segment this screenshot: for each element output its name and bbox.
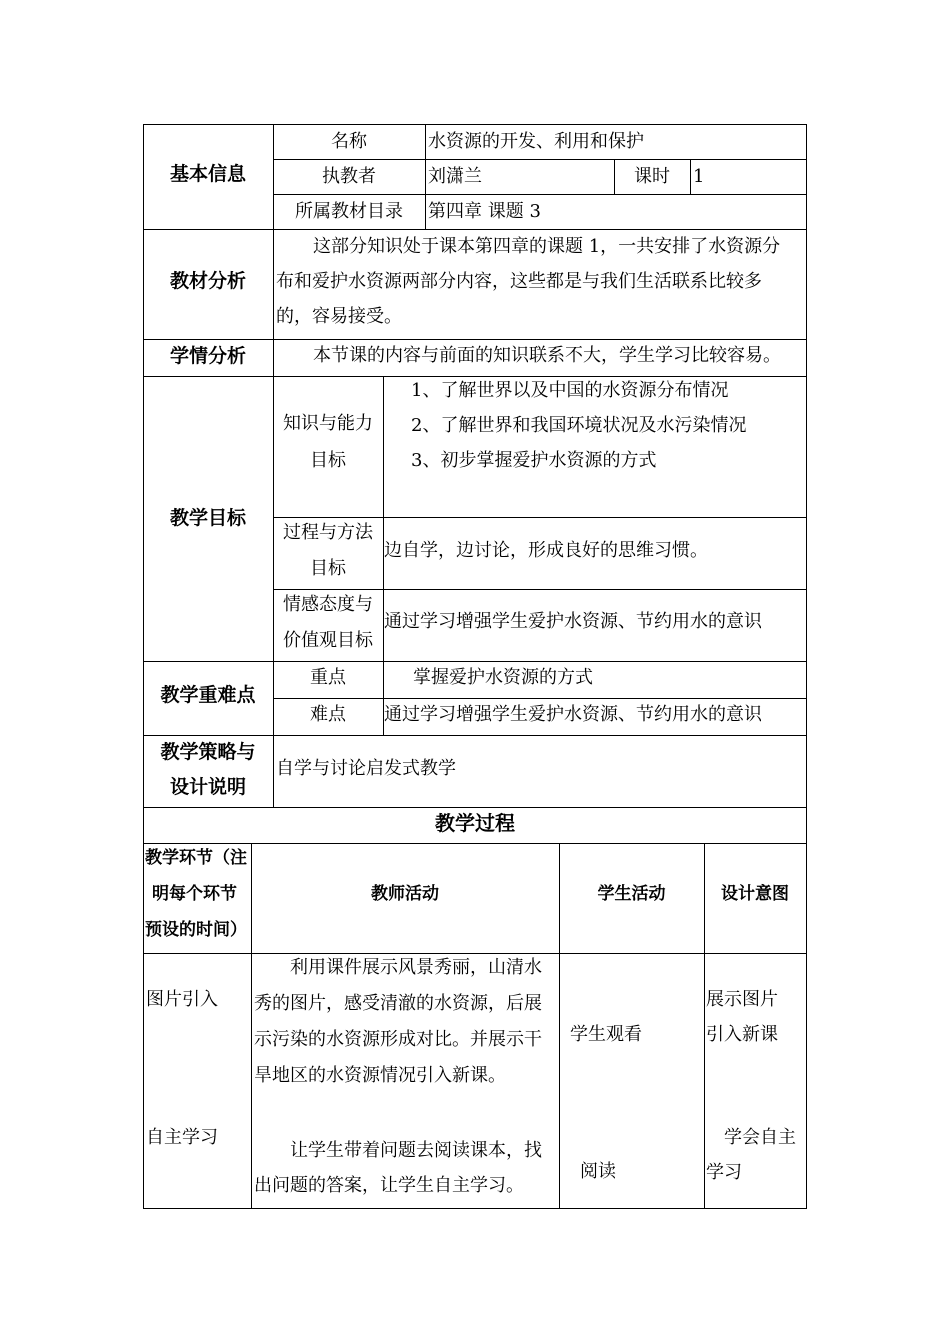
key-text: 掌握爱护水资源的方式	[413, 667, 593, 688]
knowledge-label: 知识与能力	[283, 413, 373, 434]
textbook-analysis-line: 这部分知识处于课本第四章的课题 1，一共安排了水资源分	[313, 236, 781, 257]
name-value: 水资源的开发、利用和保护	[428, 131, 644, 152]
catalog-label: 所属教材目录	[295, 201, 403, 222]
stage-cell: 图片引入	[146, 989, 218, 1010]
teacher-activity-line: 利用课件展示风景秀丽，山清水	[290, 957, 542, 978]
process-title: 教学过程	[435, 811, 515, 835]
stage-cell: 自主学习	[146, 1127, 218, 1148]
student-activity-cell: 阅读	[580, 1161, 616, 1182]
difficult-text: 通过学习增强学生爱护水资源、节约用水的意识	[384, 704, 762, 725]
teacher-activity-line: 秀的图片，感受清澈的水资源，后展	[254, 993, 542, 1014]
strategy-header: 设计说明	[169, 776, 246, 798]
table-border-bottom	[143, 1208, 807, 1209]
catalog-value: 第四章 课题 3	[428, 201, 541, 222]
knowledge-item: 3、初步掌握爱护水资源的方式	[411, 450, 657, 471]
process-label: 过程与方法	[283, 522, 373, 543]
difficult-label: 难点	[310, 704, 346, 725]
teacher-label: 执教者	[322, 166, 376, 187]
objectives-header: 教学目标	[169, 507, 246, 529]
knowledge-item: 1、了解世界以及中国的水资源分布情况	[411, 380, 729, 401]
period-label: 课时	[634, 166, 670, 187]
student-analysis-header: 学情分析	[169, 345, 246, 367]
basic-info-header: 基本信息	[169, 163, 246, 185]
key-label: 重点	[310, 667, 346, 688]
col-header-stage: 明每个环节	[152, 884, 237, 904]
knowledge-label: 目标	[310, 450, 346, 471]
teacher-activity-line: 出问题的答案，让学生自主学习。	[254, 1175, 524, 1196]
teacher-value: 刘潇兰	[428, 166, 482, 187]
textbook-analysis-line: 布和爱护水资源两部分内容，这些都是与我们生活联系比较多	[276, 271, 762, 292]
teacher-activity-line: 让学生带着问题去阅读课本，找	[290, 1140, 542, 1161]
teacher-activity-line: 旱地区的水资源情况引入新课。	[254, 1065, 506, 1086]
strategy-header: 教学策略与	[160, 741, 256, 763]
col-header-stage: 教学环节（注	[145, 848, 247, 868]
col-header-intent: 设计意图	[721, 884, 789, 904]
emotion-text: 通过学习增强学生爱护水资源、节约用水的意识	[384, 611, 762, 632]
design-intent-line: 学会自主	[724, 1127, 796, 1148]
emotion-label: 价值观目标	[283, 630, 373, 651]
col-header-student: 学生活动	[597, 884, 666, 904]
table-border-right	[806, 124, 807, 1208]
design-intent-line: 展示图片	[706, 989, 778, 1010]
period-value: 1	[693, 166, 705, 187]
key-points-header: 教学重难点	[160, 684, 256, 706]
textbook-analysis-header: 教材分析	[169, 270, 246, 292]
teacher-activity-line: 示污染的水资源形成对比。并展示干	[254, 1029, 542, 1050]
student-activity-cell: 学生观看	[570, 1024, 642, 1045]
col-header-stage: 预设的时间）	[145, 920, 247, 940]
emotion-label: 情感态度与	[283, 594, 373, 615]
col-header-teacher: 教师活动	[371, 884, 439, 904]
table-rule	[690, 159, 691, 194]
name-label: 名称	[331, 131, 367, 152]
process-label: 目标	[310, 558, 346, 579]
textbook-analysis-line: 的，容易接受。	[276, 306, 402, 327]
design-intent-line: 学习	[706, 1162, 742, 1183]
process-text: 边自学，边讨论，形成良好的思维习惯。	[384, 540, 708, 561]
design-intent-line: 引入新课	[706, 1024, 778, 1045]
strategy-text: 自学与讨论启发式教学	[276, 758, 456, 779]
student-analysis-text: 本节课的内容与前面的知识联系不大，学生学习比较容易。	[313, 345, 781, 366]
knowledge-item: 2、了解世界和我国环境状况及水污染情况	[411, 415, 747, 436]
table-rule	[425, 124, 426, 229]
